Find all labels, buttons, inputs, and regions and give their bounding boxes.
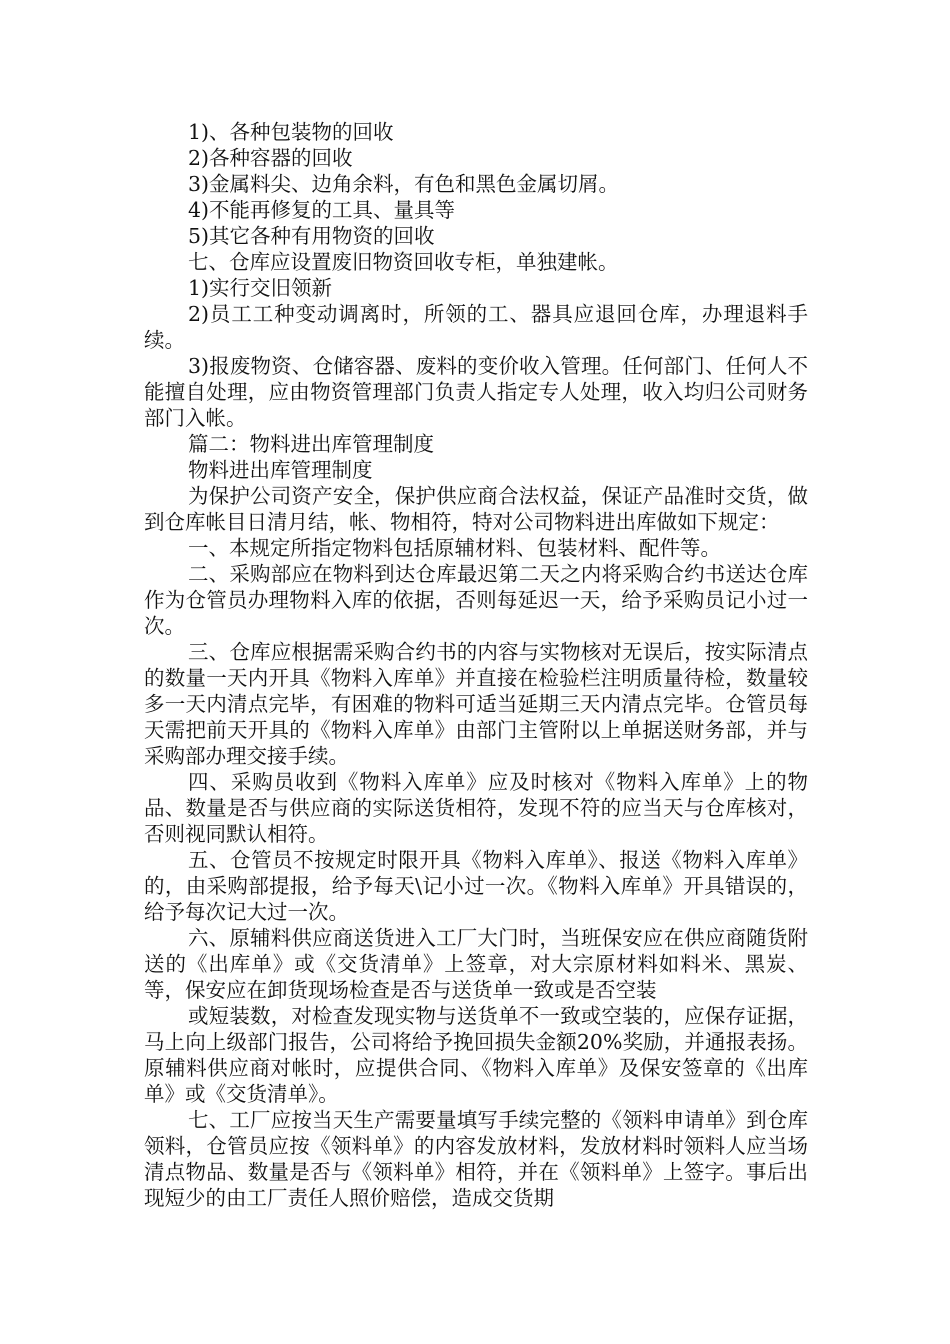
list-item-packaging: 1)、各种包装物的回收 <box>188 120 394 144</box>
document-title: 物料进出库管理制度 <box>188 458 373 482</box>
list-item-metal-scrap: 3)金属料尖、边角余料，有色和黑色金属切屑。 <box>188 172 620 196</box>
list-item-other-materials: 5)其它各种有用物资的回收 <box>188 224 435 248</box>
rule-7: 七、工厂应按当天生产需要量填写手续完整的《领料申请单》到仓库领料，仓管员应按《领料单》的内容发放材料，发放材料时领料人应当场清点物品、数量是否与《领料单》相符，并在《领料单》上签字。事后出现短少的由工厂责任人照价赔偿，造成交货期 <box>144 1108 808 1210</box>
chapter-heading: 篇二：物料进出库管理制度 <box>188 432 434 456</box>
rule-2: 二、采购部应在物料到达仓库最迟第二天之内将采购合约书送达仓库作为仓管员办理物料入库的依据，否则每延迟一天，给予采购员记小过一次。 <box>144 562 808 638</box>
list-item-scrap-income: 3)报废物资、仓储容器、废料的变价收入管理。任何部门、任何人不能擅自处理，应由物资管理部门负责人指定专人处理，收入均归公司财务部门入帐。 <box>144 354 808 430</box>
list-item-staff-transfer: 2)员工工种变动调离时，所领的工、器具应退回仓库，办理退料手续。 <box>144 302 808 352</box>
rule-5: 五、仓管员不按规定时限开具《物料入库单》、报送《物料入库单》的，由采购部提报，给予每天\记小过一次。《物料入库单》开具错误的，给予每次记大过一次。 <box>144 848 808 924</box>
rule-1: 一、本规定所指定物料包括原辅材料、包装材料、配件等。 <box>188 536 721 560</box>
rule-6: 六、原辅料供应商送货进入工厂大门时，当班保安应在供应商随货附送的《出库单》或《交货清单》上签章，对大宗原材料如料米、黑炭、等，保安应在卸货现场检查是否与送货单一致或是否空装 <box>144 926 808 1002</box>
rule-3: 三、仓库应根据需采购合约书的内容与实物核对无误后，按实际清点的数量一天内开具《物料入库单》并直接在检验栏注明质量待检，数量较多一天内清点完毕，有困难的物料可适当延期三天内清点完毕。仓管员每天需把前天开具的《物料入库单》由部门主管附以上单据送财务部，并与采购部办理交接手续。 <box>144 640 808 768</box>
rule-4: 四、采购员收到《物料入库单》应及时核对《物料入库单》上的物品、数量是否与供应商的实际送货相符，发现不符的应当天与仓库核对，否则视同默认相符。 <box>144 770 808 846</box>
document-body <box>144 119 808 1211</box>
list-item-tools: 4)不能再修复的工具、量具等 <box>188 198 456 222</box>
list-item-containers: 2)各种容器的回收 <box>188 146 353 170</box>
intro-paragraph: 为保护公司资产安全，保护供应商合法权益，保证产品准时交货，做到仓库帐目日清月结，帐、物相符，特对公司物料进出库做如下规定： <box>144 484 808 534</box>
section-seven-recycle-cabinet: 七、仓库应设置废旧物资回收专柜，单独建帐。 <box>188 250 619 274</box>
list-item-exchange-old-for-new: 1)实行交旧领新 <box>188 276 333 300</box>
rule-6-continued: 或短装数，对检查发现实物与送货单不一致或空装的，应保存证据，马上向上级部门报告，公司将给予挽回损失金额20%奖励，并通报表扬。原辅料供应商对帐时，应提供合同、《物料入库单》及保安签章的《出库单》或《交货清单》。 <box>144 1004 808 1106</box>
